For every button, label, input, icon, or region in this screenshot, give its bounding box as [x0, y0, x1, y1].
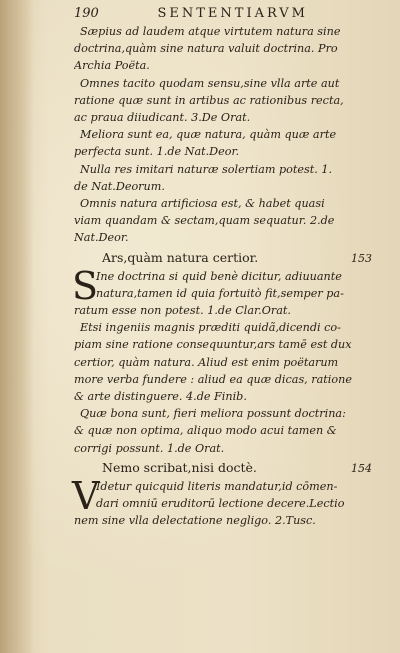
section-number: 154 [351, 461, 372, 475]
page-body [74, 23, 378, 529]
entry [74, 23, 378, 75]
text-line: ac praua diiudicant. 3.De Orat. [74, 111, 251, 125]
text-line: & arte distinguere. 4.de Finib. [74, 390, 247, 404]
top-entries [74, 23, 378, 247]
text-line: certior, quàm natura. Aliud est enim poëtarum [74, 355, 339, 369]
text-line: more verba fundere : aliud ea quæ dicas, ratione [74, 372, 352, 386]
drop-cap: V [72, 473, 100, 518]
text-line: Meliora sunt ea, quæ natura, quàm quæ arte [80, 128, 337, 142]
entry [74, 405, 378, 457]
page-header [74, 6, 378, 21]
text-line: viam quandam & sectam,quam sequatur. 2.de [74, 214, 335, 228]
section-154 [72, 473, 378, 530]
entry [74, 319, 378, 405]
section-heading [74, 458, 378, 478]
text-line: Nulla res imitari naturæ solertiam potest. 1. [80, 162, 333, 176]
text-line: Omnes tacito quodam sensu,sine vlla arte aut [80, 76, 340, 90]
section-title: Nemo scribat,nisi doctè. [102, 459, 257, 475]
entry [74, 126, 378, 160]
text-line: corrigi possunt. 1.de Orat. [74, 441, 225, 455]
section-title: Ars,quàm natura certior. [102, 249, 259, 265]
text-line: piam sine ratione consequuntur,ars tamē est dux [74, 338, 352, 352]
text-line: dari omniū eruditorū lectione decere.Lectio [96, 497, 345, 511]
text-line: ratione quæ sunt in artibus ac rationibus recta, [74, 93, 344, 107]
text-line: Quæ bona sunt, fieri meliora possunt doctrina: [80, 407, 346, 421]
text-line: & quæ non optima, aliquo modo acui tamen & [74, 424, 337, 438]
text-line: Nat.Deor. [74, 231, 129, 245]
entry [72, 473, 378, 530]
text-line: Archia Poëta. [74, 59, 150, 73]
text-line: nem sine vlla delectatione negligo. 2.Tusc. [74, 514, 316, 528]
text-line: Ine doctrina si quid benè dicitur, adiuuante [96, 269, 342, 283]
section-heading [74, 248, 378, 268]
entry [72, 263, 378, 320]
page-number: 190 [74, 6, 99, 21]
text-line: ratum esse non potest. 1.de Clar.Orat. [74, 304, 291, 318]
book-gutter [0, 0, 34, 653]
text-line: Sæpius ad laudem atque virtutem natura sine [80, 25, 341, 38]
section-number: 153 [351, 251, 372, 265]
entry [74, 75, 378, 127]
text-line: de Nat.Deorum. [74, 179, 165, 193]
text-line: natura,tamen id quia fortuitò fit,semper pa- [96, 286, 344, 300]
entry [74, 195, 378, 247]
running-head: SENTENTIARVM [157, 6, 308, 21]
drop-cap: S [72, 263, 99, 308]
section-153 [72, 263, 378, 457]
text-line: Idetur quicquid literis mandatur,id cōmen- [96, 479, 338, 493]
text-line: Omnis natura artificiosa est, & habet quasi [80, 197, 325, 211]
text-line: Etsi ingeniis magnis præditi quidã,dicendi co- [80, 321, 341, 335]
text-line: perfecta sunt. 1.de Nat.Deor. [74, 145, 240, 159]
entry [74, 161, 378, 195]
section-entries [74, 319, 378, 457]
text-line: doctrina,quàm sine natura valuit doctrina. Pro [74, 42, 338, 56]
